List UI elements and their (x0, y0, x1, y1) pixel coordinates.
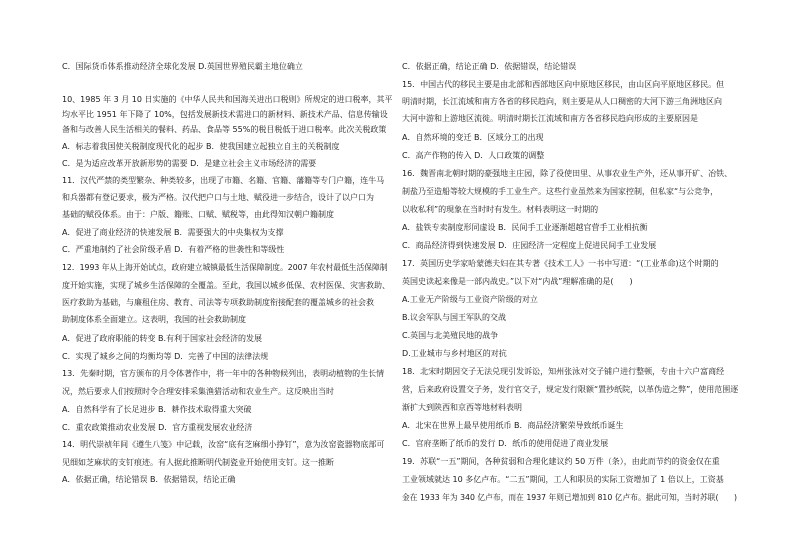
q15-options-ab: A．自然环境的变迁 B．区域分工的出现 (402, 133, 544, 142)
q15-options-cd: C．高产作物的传入 D．人口政策的调整 (402, 151, 545, 160)
q13-stem-line-1: 13．先秦时期，官方颁布的月令体著作中，将一年中的各种物候列出，表明动植物的生长情 (62, 369, 385, 378)
q17-option-c: C.英国与北美殖民地的战争 (402, 331, 499, 340)
q13-stem-line-2: 况，然后要求人们按照时令合理安排采集渔猎活动和农业生产。这反映出当时 (62, 387, 334, 396)
q18-stem-line-2: 营，后来政府设置交子务，发行官交子，规定发行限额“置抄纸院，以革伪造之弊”，使用范围逐 (402, 385, 739, 394)
q10-stem-line-3: 备和与改善人民生活相关的餐料、药品、食品等 55%的税目税低于进口税率。此次关税政策 (62, 125, 387, 134)
q15-stem-line-3: 大河中游和上游地区流徙。明清时期长江流域和南方各省移民趋向形成的主要原因是 (402, 114, 698, 123)
q11-options-cd: C．严重地制约了社会阶级矛盾 D．有着严格的世袭性和等级性 (62, 245, 285, 254)
q12-stem-line-1: 12．1993 年从上海开始试点，政府建立城镇最低生活保障制度。2007 年农村最低生活保障制 (62, 263, 388, 272)
q18-options-cd: C．官府垄断了纸币的发行 D．纸币的使用促进了商业发展 (402, 439, 609, 448)
q10-stem-line-2: 均水平比 1951 年下降了 10%，包括发展新技术需进口的新材料、新技术产品、信息传输设 (62, 110, 388, 119)
q17-stem-line-1: 17．英国历史学家哈蒙德夫妇在其专著《技术工人》一书中写道：“(工业革命)这个时期的 (402, 259, 719, 268)
q11-stem-line-1: 11．汉代严禁的类型繁杂、种类较多，出现了市籍、名籍、官籍、藩籍等专门户籍，连牛马 (62, 176, 385, 185)
q15-stem-line-2: 明清时期，长江流域和南方各省的移民趋向，则主要是从人口稠密的大河下游三角洲地区向 (402, 97, 722, 106)
q16-stem-line-1: 16．魏晋南北朝时期的豪强地主庄园，除了役使田里、从事农业生产外，还从事开矿、冶铁、 (402, 169, 733, 178)
q17-option-b: B.议会军队与国王军队的交战 (402, 313, 507, 322)
q14-options-ab: A．依据正确，结论错误 B．依据错误，结论正确 (62, 475, 236, 484)
q10-stem-line-1: 10、1985 年 3 月 10 日实施的《中华人民共和国海关进出口税则》所规定的进口税率，其平 (62, 95, 393, 104)
q12-options-ab: A．促进了政府职能的转变 B.有利于国家社会经济的发展 (62, 334, 263, 343)
q17-option-d: D.工业城市与乡村地区的对抗 (402, 349, 507, 358)
q13-options-ab: A．自然科学有了长足进步 B．耕作技术取得重大突破 (62, 405, 252, 414)
q13-options-cd: C．重农政策推动农业发展 D．官方重视发展农业经济 (62, 423, 253, 432)
q11-stem-line-3: 基础的赋役体系。由于：户版、籍账、口赋、赋税等，由此得知汉朝户籍制度 (62, 210, 334, 219)
q16-options-cd: C．商品经济得到快速发展 D．庄园经济一定程度上促进民间手工业发展 (402, 241, 657, 250)
q9-options-cd: C．国际货币体系推动经济全球化发展 D.英国世界殖民霸主地位确立 (62, 62, 303, 71)
q18-options-ab: A．北宋在世界上最早使用纸币 B．商品经济繁荣导致纸币诞生 (402, 421, 624, 430)
q18-stem-line-3: 渐扩大到陕西和京西等地材料表明 (402, 403, 522, 412)
q12-stem-line-2: 度开始实施，实现了城乡生活保障的全覆盖。至此，我国以城乡低保、农村医保、灾害救助、 (62, 281, 390, 290)
q18-stem-line-1: 18．北宋时期因交子无法兑现引发诉讼，知州张泳对交子铺户进行整顿，专由十六户富商经 (402, 367, 725, 376)
q12-stem-line-4: 助制度体系全面建立。这表明，我国的社会救助制度 (62, 315, 246, 324)
q14-options-cd: C．依据正确，结论正确 D．依据错误，结论错误 (402, 62, 577, 71)
q19-stem-line-3: 金在 1933 年为 340 亿卢布，而在 1937 年则已增加到 810 亿卢布。据此可知，当时苏联( ) (402, 493, 738, 502)
q12-stem-line-3: 医疗救助为基础，与廉租住房、教育、司法等专项救助制度衔接配套的覆盖城乡的社会救 (62, 298, 374, 307)
q16-stem-line-2: 制盐乃至造船等较大规模的手工业生产。这些行业虽然来为国家控制，但私家“与公竞争， (402, 187, 719, 196)
q19-stem-line-1: 19．苏联“一五”期间，各种贫弱和合理化建议约 50 万件（条），由此而节约的资金仅在重 (402, 457, 720, 466)
q11-stem-line-2: 和兵器都有登记要求，极为严格。汉代把户口与土地、赋役进一步结合，设计了以户口为 (62, 193, 374, 202)
q19-stem-line-2: 工业领域就达 10 多亿卢布。“二五”期间，工人和职员的实际工资增加了 1 倍以上，工资基 (402, 475, 724, 484)
q14-stem-line-2: 见细如芝麻状的支钉痕迹。有人据此推断明代制瓷业开始使用支钉。这一推断 (62, 458, 334, 467)
q17-stem-line-2: 英国史读起来像是一部内战史。”以下对“内战”理解准确的是( ) (402, 277, 633, 286)
q15-stem-line-1: 15．中国古代的移民主要是由北部和西部地区向中原地区移民，由山区向平原地区移民。但 (402, 80, 725, 89)
q11-options-ab: A．促进了商业经济的快速发展 B．需要强大的中央集权为支撑 (62, 228, 284, 237)
q17-option-a: A.工业无产阶级与工业资产阶级的对立 (402, 295, 538, 304)
q16-stem-line-3: 以收私利”的現象在当时时有发生。材料表明这一时期的 (402, 205, 599, 214)
q10-options-cd: C．是为适应改革开放新形势的需要 D．是建立社会主义市场经济的需要 (62, 159, 317, 168)
q16-options-ab: A．盐铁专卖制度形同虚设 B．民间手工业逐渐超越官营手工业相抗衡 (402, 223, 648, 232)
q14-stem-line-1: 14．明代崇祯年间《遵生八笺》中记载，汝窑“底有芝麻细小挣钉”，意为汝窑瓷器物底部可 (62, 440, 385, 449)
q10-options-ab: A．标志着我国使关税制度现代化的起步 B．使我国建立起独立自主的关税制度 (62, 142, 340, 151)
q12-options-cd: C．实现了城乡之间的均衡均等 D．完善了中国的法律法规 (62, 352, 269, 361)
